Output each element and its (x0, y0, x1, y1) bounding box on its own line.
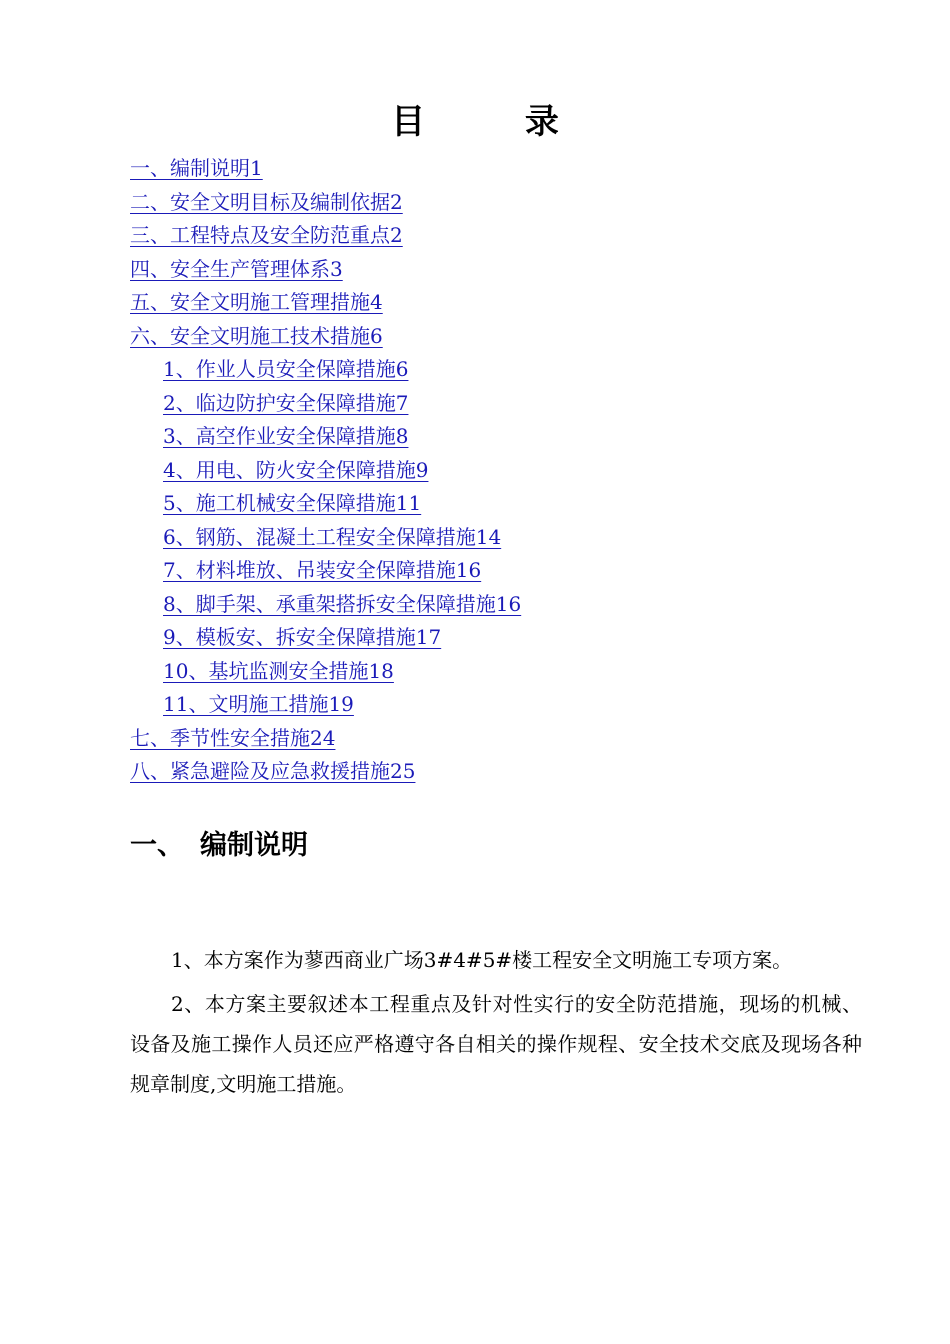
section-body (130, 940, 862, 1108)
toc-link-6-8[interactable]: 8、脚手架、承重架搭拆安全保障措施16 (163, 591, 522, 616)
toc-link-6-5[interactable]: 5、施工机械安全保障措施11 (163, 491, 422, 515)
toc-link-section-7[interactable]: 七、季节性安全措施24 (130, 725, 336, 750)
toc-subitem (130, 588, 850, 622)
toc-link-6-2[interactable]: 2、临边防护安全保障措施7 (163, 390, 409, 415)
toc-subitem (130, 521, 850, 555)
section-heading (130, 826, 308, 866)
toc-link-section-5[interactable]: 五、安全文明施工管理措施4 (130, 290, 383, 314)
toc-link-6-3[interactable]: 3、高空作业安全保障措施8 (163, 424, 409, 448)
toc-subitem (130, 688, 850, 722)
toc-item (130, 219, 850, 253)
section-title: 编制说明 (200, 830, 308, 861)
toc-link-section-1[interactable]: 一、编制说明1 (130, 156, 263, 180)
section-number: 一、 (130, 830, 184, 861)
toc-subitem (130, 621, 850, 655)
toc-link-section-6[interactable]: 六、安全文明施工技术措施6 (130, 323, 383, 348)
toc-link-6-11[interactable]: 11、文明施工措施19 (163, 692, 354, 716)
toc-subitem (130, 387, 850, 421)
toc-link-6-9[interactable]: 9、模板安、拆安全保障措施17 (163, 625, 442, 649)
toc-item (130, 152, 850, 186)
toc-item (130, 186, 850, 220)
toc-item (130, 755, 850, 789)
toc-link-6-10[interactable]: 10、基坑监测安全措施18 (163, 658, 394, 683)
toc-subitem (130, 420, 850, 454)
toc-item (130, 722, 850, 756)
toc-link-6-1[interactable]: 1、作业人员安全保障措施6 (163, 357, 409, 381)
toc-link-6-6[interactable]: 6、钢筋、混凝土工程安全保障措施14 (163, 524, 502, 549)
toc-subitem (130, 487, 850, 521)
paragraph: 1、本方案作为蓼西商业广场3#4#5#楼工程安全文明施工专项方案。 (171, 948, 793, 972)
toc-item (130, 286, 850, 320)
toc-subitem (130, 554, 850, 588)
table-of-contents (130, 152, 850, 789)
toc-title: 目 录 (391, 102, 603, 142)
toc-link-section-8[interactable]: 八、紧急避险及应急救援措施25 (130, 759, 416, 783)
paragraph: 2、本方案主要叙述本工程重点及针对性实行的安全防范措施，现场的机械、设备及施工操作人员还应严格遵守各自相关的操作规程、安全技术交底及现场各种规章制度,文明施工措施。 (130, 992, 862, 1096)
toc-subitem (130, 454, 850, 488)
toc-link-section-2[interactable]: 二、安全文明目标及编制依据2 (130, 189, 403, 214)
toc-subitem (130, 353, 850, 387)
toc-link-6-7[interactable]: 7、材料堆放、吊装安全保障措施16 (163, 558, 482, 582)
toc-link-section-4[interactable]: 四、安全生产管理体系3 (130, 256, 343, 281)
toc-item (130, 320, 850, 354)
toc-subitem (130, 655, 850, 689)
toc-link-6-4[interactable]: 4、用电、防火安全保障措施9 (163, 457, 429, 482)
toc-link-section-3[interactable]: 三、工程特点及安全防范重点2 (130, 223, 403, 247)
toc-item (130, 253, 850, 287)
